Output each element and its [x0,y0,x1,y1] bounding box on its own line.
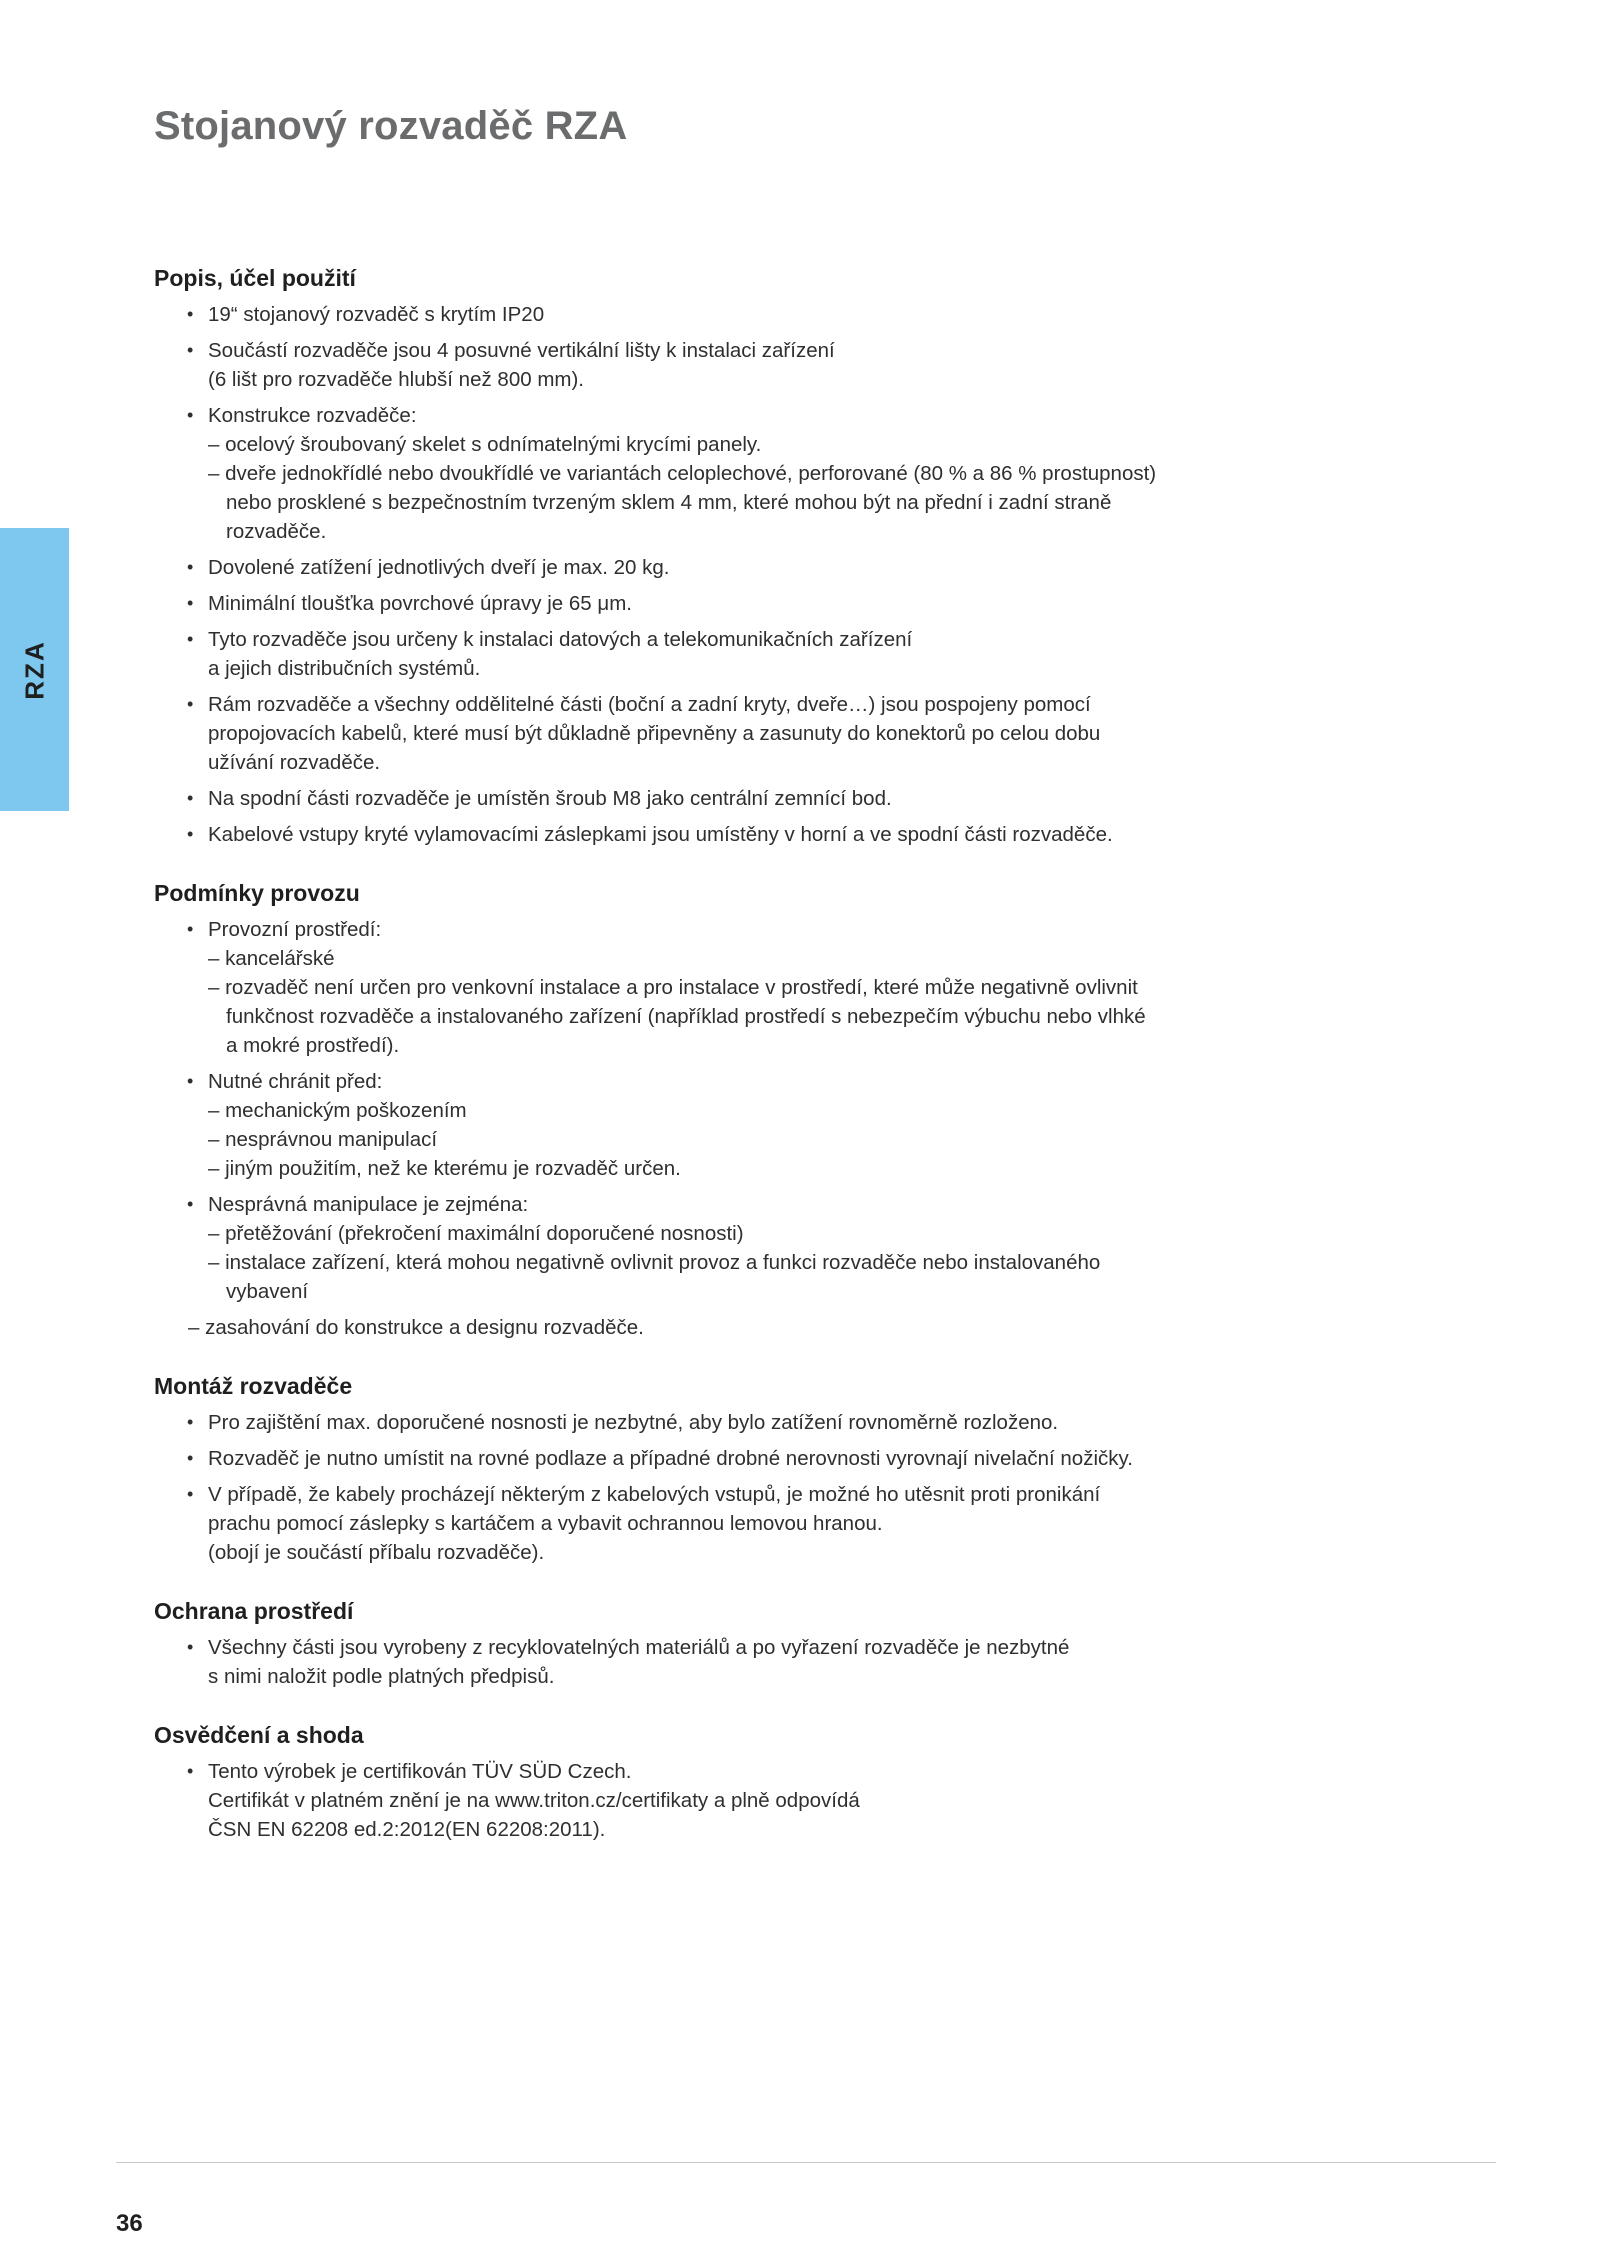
list-item [154,820,1304,849]
list-item-text: • V případě, že kabely procházejí některým z kabelových vstupů, je možné ho utěsnit proti pronikání [208,1483,1101,1506]
section-heading: Podmínky provozu [154,880,360,906]
section-side-tab [0,528,69,811]
list-item-text: • Rozvaděč je nutno umístit na rovné podlaze a případné drobné nerovnosti vyrovnají nivelační nožičky. [208,1447,1133,1470]
list-item-text: • Rám rozvaděče a všechny oddělitelné části (boční a zadní kryty, dveře…) jsou pospojeny pomocí [208,693,1091,716]
sub-item-text: nebo prosklené s bezpečnostním tvrzeným sklem 4 mm, které mohou být na přední i zadní straně [226,491,1112,514]
bullet-list [154,915,1304,1306]
list-item-text: • Tento výrobek je certifikován TÜV SÜD Czech. [208,1760,632,1783]
section-description [154,262,1304,849]
sub-item-text: vybavení [226,1280,309,1303]
section-heading: Ochrana prostředí [154,1598,354,1624]
document-body [154,262,1304,1872]
sub-item-text: – rozvaděč není určen pro venkovní instalace a pro instalace v prostředí, které může negativně ovlivnit [208,976,1138,999]
side-tab-label: RZA [19,639,49,700]
list-item-text: • Provozní prostředí: [208,918,382,941]
list-item-text: • Pro zajištění max. doporučené nosnosti je nezbytné, aby bylo zatížení rovnoměrně rozloženo. [208,1411,1059,1434]
list-item [154,915,1304,1060]
list-item-text: s nimi naložit podle platných předpisů. [208,1665,555,1688]
sub-item-text: funkčnost rozvaděče a instalovaného zařízení (například prostředí s nebezpečím výbuchu nebo vlhké [226,1005,1146,1028]
footer-divider [116,2162,1496,2163]
section-certification [154,1719,1304,1844]
section-heading: Popis, účel použití [154,265,356,291]
list-item [154,784,1304,813]
list-item [154,690,1304,777]
sub-item-text: – jiným použitím, než ke kterému je rozvaděč určen. [208,1157,681,1180]
list-item-text: • Tyto rozvaděče jsou určeny k instalaci datových a telekomunikačních zařízení [208,628,913,651]
page-title: Stojanový rozvaděč RZA [154,104,628,148]
list-item-text: propojovacích kabelů, které musí být důkladně připevněny a zasunuty do konektorů po celou dobu [208,722,1101,745]
list-item-text: (obojí je součástí příbalu rozvaděče). [208,1541,545,1564]
list-item [154,401,1304,546]
list-item [154,300,1304,329]
list-item-text: • Dovolené zatížení jednotlivých dveří je max. 20 kg. [208,556,670,579]
list-item-text: a jejich distribučních systémů. [208,657,481,680]
page-number: 36 [116,2210,143,2237]
sub-item-text: rozvaděče. [226,520,327,543]
list-item-text: (6 lišt pro rozvaděče hlubší než 800 mm). [208,368,584,391]
list-item-text: • Na spodní části rozvaděče je umístěn šroub M8 jako centrální zemnící bod. [208,787,892,810]
sub-item-text: – nesprávnou manipulací [208,1128,438,1151]
list-item [154,625,1304,683]
section-heading: Osvědčení a shoda [154,1722,364,1748]
list-item-text: • Nesprávná manipulace je zejména: [208,1193,529,1216]
bullet-list [154,1408,1304,1567]
list-item [154,1757,1304,1844]
sub-item-text: – ocelový šroubovaný skelet s odnímatelnými krycími panely. [208,433,762,456]
sub-item-text: a mokré prostředí). [226,1034,400,1057]
bullet-list [154,300,1304,849]
list-item-text: ČSN EN 62208 ed.2:2012(EN 62208:2011). [208,1818,606,1841]
bullet-list [154,1633,1304,1691]
list-item-text: prachu pomocí záslepky s kartáčem a vybavit ochrannou lemovou hranou. [208,1512,883,1535]
sub-item-text: – zasahování do konstrukce a designu rozvaděče. [188,1316,644,1339]
list-item [154,1408,1304,1437]
list-item-text: • Součástí rozvaděče jsou 4 posuvné vertikální lišty k instalaci zařízení [208,339,835,362]
list-item-text: • Nutné chránit před: [208,1070,383,1093]
sub-item-text: – kancelářské [208,947,335,970]
bullet-list [154,1757,1304,1844]
list-item [154,1480,1304,1567]
sub-item-text: – instalace zařízení, která mohou negativně ovlivnit provoz a funkci rozvaděče nebo instalovaného [208,1251,1101,1274]
list-item [154,336,1304,394]
section-environment [154,1595,1304,1691]
sub-item-text: – přetěžování (překročení maximální doporučené nosnosti) [208,1222,744,1245]
list-item [154,589,1304,618]
list-item-text: • Všechny části jsou vyrobeny z recyklovatelných materiálů a po vyřazení rozvaděče je nezbytné [208,1636,1070,1659]
list-item [154,1067,1304,1183]
list-item-text: užívání rozvaděče. [208,751,381,774]
list-item-text: • Konstrukce rozvaděče: [208,404,417,427]
list-item [154,1444,1304,1473]
list-item [154,1633,1304,1691]
list-item-text: • Kabelové vstupy kryté vylamovacími záslepkami jsou umístěny v horní a ve spodní části rozvaděče. [208,823,1113,846]
list-item-text: Certifikát v platném znění je na www.triton.cz/certifikaty a plně odpovídá [208,1789,860,1812]
sub-item-text: – dveře jednokřídlé nebo dvoukřídlé ve variantách celoplechové, perforované (80 % a 86 % prostupnost) [208,462,1157,485]
section-installation [154,1370,1304,1567]
list-item [154,1190,1304,1306]
list-item [154,553,1304,582]
section-heading: Montáž rozvaděče [154,1373,353,1399]
section-operating-conditions [154,877,1304,1342]
list-item-text: • 19“ stojanový rozvaděč s krytím IP20 [208,303,545,326]
sub-item-text: – mechanickým poškozením [208,1099,467,1122]
list-item-text: • Minimální tloušťka povrchové úpravy je 65 μm. [208,592,632,615]
